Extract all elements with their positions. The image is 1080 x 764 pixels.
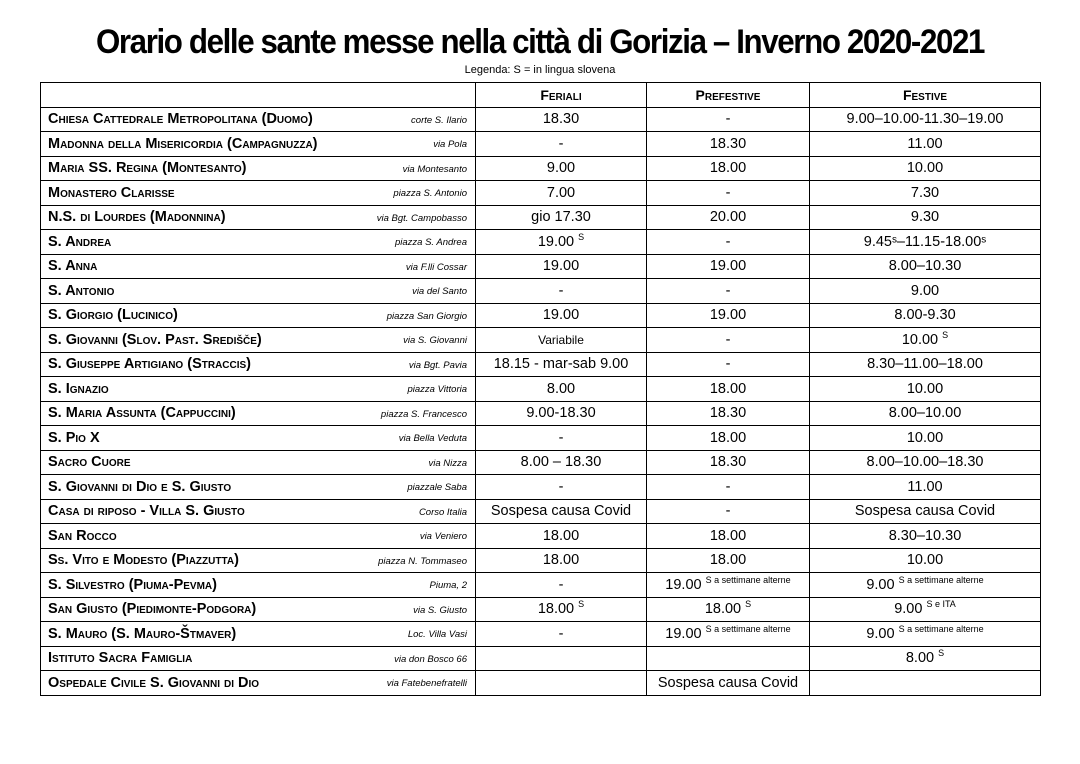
prefestive-cell <box>647 377 810 402</box>
table-row <box>41 279 1041 304</box>
church-address: via Bella Veduta <box>398 433 467 444</box>
prefestive-note: S a settimane alterne <box>705 574 791 585</box>
feriali-cell <box>476 426 647 451</box>
festive-cell <box>810 303 1041 328</box>
feriali-cell <box>476 597 647 622</box>
table-row <box>41 646 1041 671</box>
table-row <box>41 254 1041 279</box>
church-address: piazza N. Tommaseo <box>378 555 467 567</box>
church-address: via S. Giovanni <box>403 335 467 346</box>
church-cell <box>41 573 476 598</box>
church-cell <box>41 303 476 328</box>
church-name: S. Giuseppe Artigiano (Straccis) <box>48 356 252 373</box>
festive-cell <box>810 426 1041 451</box>
church-name: Madonna della Misericordia (Campagnuzza) <box>48 135 318 152</box>
prefestive-time: 18.00 <box>709 429 747 446</box>
prefestive-time: - <box>725 233 731 250</box>
feriali-cell <box>476 181 647 206</box>
prefestive-cell <box>647 450 810 475</box>
prefestive-time: 19.00 <box>709 307 747 324</box>
festive-time: 8.00–10.00–18.30 <box>866 454 984 471</box>
festive-note: S <box>938 648 945 659</box>
feriali-cell <box>476 401 647 426</box>
festive-time: 8.00-9.30 <box>894 307 956 324</box>
festive-note: S a settimane alterne <box>898 623 984 634</box>
church-cell <box>41 254 476 279</box>
festive-cell <box>810 622 1041 647</box>
prefestive-cell <box>647 401 810 426</box>
feriali-cell <box>476 573 647 598</box>
feriali-time: 18.00 <box>537 601 575 618</box>
festive-cell <box>810 548 1041 573</box>
table-row <box>41 352 1041 377</box>
festive-cell <box>810 181 1041 206</box>
festive-cell <box>810 450 1041 475</box>
table-row <box>41 328 1041 353</box>
feriali-time: Variabile <box>538 332 584 347</box>
church-name: Monastero Clarisse <box>48 184 175 201</box>
feriali-cell <box>476 279 647 304</box>
header-row <box>41 83 1041 108</box>
church-name: S. Giovanni (Slov. Past. Središče) <box>48 331 262 348</box>
prefestive-cell <box>647 205 810 230</box>
festive-time: 8.00–10.30 <box>888 258 962 275</box>
prefestive-time: 18.30 <box>709 405 747 422</box>
table-row <box>41 671 1041 696</box>
festive-cell <box>810 646 1041 671</box>
prefestive-cell <box>647 156 810 181</box>
feriali-cell <box>476 328 647 353</box>
festive-time: 9.45ˢ–11.15-18.00ˢ <box>863 233 987 250</box>
church-address: piazzale Saba <box>407 482 467 493</box>
prefestive-cell <box>647 622 810 647</box>
prefestive-time: 18.30 <box>709 135 747 152</box>
church-cell <box>41 499 476 524</box>
church-address: piazza San Giorgio <box>386 310 467 322</box>
church-name: S. Anna <box>48 258 98 275</box>
festive-time: 9.00 <box>866 576 895 593</box>
prefestive-time: - <box>725 331 731 348</box>
header-feriali: Feriali <box>476 83 647 108</box>
table-row <box>41 156 1041 181</box>
church-name: S. Silvestro (Piuma-Pevma) <box>48 576 217 593</box>
church-cell <box>41 328 476 353</box>
prefestive-cell <box>647 475 810 500</box>
table-row <box>41 181 1041 206</box>
prefestive-cell <box>647 107 810 132</box>
church-name: S. Maria Assunta (Cappuccini) <box>48 405 236 422</box>
feriali-time: 18.00 <box>542 552 580 569</box>
church-cell <box>41 377 476 402</box>
church-name: San Rocco <box>48 527 117 544</box>
legend: Legenda: S = in lingua slovena <box>464 64 616 76</box>
festive-time: 9.00 <box>910 282 940 299</box>
festive-cell <box>810 377 1041 402</box>
feriali-time: Sospesa causa Covid <box>490 503 632 520</box>
prefestive-cell <box>647 279 810 304</box>
feriali-time: - <box>558 429 564 446</box>
feriali-cell <box>476 548 647 573</box>
prefestive-time: - <box>725 184 731 201</box>
prefestive-cell <box>647 524 810 549</box>
prefestive-cell <box>647 181 810 206</box>
festive-cell <box>810 352 1041 377</box>
church-address: via Montesanto <box>402 163 467 175</box>
festive-note: S e ITA <box>926 599 956 610</box>
feriali-time: - <box>558 625 564 642</box>
festive-cell <box>810 671 1041 696</box>
festive-time: Sospesa causa Covid <box>854 503 996 520</box>
table-row <box>41 426 1041 451</box>
church-address: via Veniero <box>419 531 467 542</box>
festive-time: 9.30 <box>910 209 940 226</box>
church-address: via Pola <box>433 139 467 150</box>
festive-cell <box>810 401 1041 426</box>
prefestive-time: 18.00 <box>709 380 747 397</box>
feriali-time: 18.00 <box>542 527 580 544</box>
church-cell <box>41 548 476 573</box>
prefestive-cell <box>647 499 810 524</box>
church-address: via don Bosco 66 <box>394 653 467 665</box>
festive-time: 8.30–11.00–18.00 <box>867 356 983 373</box>
festive-time: 9.00–10.00-11.30–19.00 <box>846 111 1004 128</box>
prefestive-time: - <box>725 503 731 520</box>
church-name: Casa di riposo - Villa S. Giusto <box>48 503 245 520</box>
festive-cell <box>810 205 1041 230</box>
table-row <box>41 303 1041 328</box>
church-address: piazza S. Andrea <box>395 237 467 248</box>
church-address: via F.lli Cossar <box>405 261 467 273</box>
prefestive-time: - <box>725 356 731 373</box>
festive-time: 8.30–10.30 <box>888 527 962 544</box>
festive-time: 10.00 <box>906 429 944 446</box>
church-cell <box>41 279 476 304</box>
prefestive-time: 20.00 <box>709 209 747 226</box>
festive-cell <box>810 156 1041 181</box>
festive-cell <box>810 475 1041 500</box>
feriali-cell <box>476 230 647 255</box>
table-row <box>41 230 1041 255</box>
prefestive-cell <box>647 132 810 157</box>
prefestive-cell <box>647 548 810 573</box>
prefestive-cell <box>647 426 810 451</box>
church-name: Sacro Cuore <box>48 454 131 471</box>
church-cell <box>41 646 476 671</box>
table-row <box>41 205 1041 230</box>
prefestive-cell <box>647 352 810 377</box>
festive-note: S <box>942 329 949 340</box>
church-cell <box>41 181 476 206</box>
feriali-cell <box>476 352 647 377</box>
feriali-cell <box>476 671 647 696</box>
feriali-time: - <box>558 135 564 152</box>
festive-cell <box>810 499 1041 524</box>
church-name: Istituto Sacra Famiglia <box>48 650 193 667</box>
church-cell <box>41 671 476 696</box>
church-address: via S. Giusto <box>413 604 467 616</box>
feriali-cell <box>476 450 647 475</box>
feriali-time: 9.00 <box>546 160 576 177</box>
prefestive-time: - <box>725 282 731 299</box>
church-name: S. Mauro (S. Mauro-Štmaver) <box>48 625 237 642</box>
feriali-cell <box>476 156 647 181</box>
table-row <box>41 524 1041 549</box>
festive-time: 8.00 <box>905 650 935 667</box>
table-row <box>41 401 1041 426</box>
prefestive-cell <box>647 328 810 353</box>
feriali-cell <box>476 303 647 328</box>
table-row <box>41 573 1041 598</box>
prefestive-note: S a settimane alterne <box>705 623 791 634</box>
page-title: Orario delle sante messe nella città di Gorizia – Inverno 2020-2021 <box>95 23 985 61</box>
church-cell <box>41 205 476 230</box>
church-cell <box>41 352 476 377</box>
feriali-time: 8.00 – 18.30 <box>520 454 602 471</box>
table-row <box>41 107 1041 132</box>
feriali-time: 9.00-18.30 <box>526 405 596 422</box>
church-address: Loc. Villa Vasi <box>407 629 467 640</box>
festive-time: 9.00 <box>894 601 923 618</box>
feriali-cell <box>476 205 647 230</box>
church-cell <box>41 426 476 451</box>
festive-note: S a settimane alterne <box>898 574 984 585</box>
church-address: via Bgt. Pavia <box>408 359 467 371</box>
table-row <box>41 132 1041 157</box>
prefestive-cell <box>647 597 810 622</box>
festive-time: 8.00–10.00 <box>888 405 962 422</box>
table-row <box>41 377 1041 402</box>
prefestive-cell <box>647 254 810 279</box>
feriali-time: 19.00 <box>542 307 580 324</box>
church-cell <box>41 524 476 549</box>
festive-cell <box>810 230 1041 255</box>
festive-cell <box>810 597 1041 622</box>
church-address: Piuma, 2 <box>429 580 467 591</box>
church-cell <box>41 107 476 132</box>
church-address: via Nizza <box>428 457 467 469</box>
festive-cell <box>810 328 1041 353</box>
feriali-time: 8.00 <box>546 380 576 397</box>
feriali-note: S <box>578 599 585 610</box>
feriali-note: S <box>578 231 585 242</box>
schedule-rows <box>41 107 1041 695</box>
church-cell <box>41 450 476 475</box>
prefestive-time: 19.00 <box>665 625 702 642</box>
festive-cell <box>810 279 1041 304</box>
feriali-cell <box>476 132 647 157</box>
feriali-time: gio 17.30 <box>531 209 591 226</box>
church-cell <box>41 230 476 255</box>
church-name: S. Giovanni di Dio e S. Giusto <box>48 478 232 495</box>
church-address: piazza S. Antonio <box>393 188 467 199</box>
festive-cell <box>810 107 1041 132</box>
church-name: Ss. Vito e Modesto (Piazzutta) <box>48 552 239 569</box>
feriali-cell <box>476 254 647 279</box>
feriali-cell <box>476 646 647 671</box>
church-name: S. Ignazio <box>48 380 109 397</box>
festive-time: 10.00 <box>901 331 939 348</box>
prefestive-time: 18.00 <box>704 601 742 618</box>
church-cell <box>41 156 476 181</box>
prefestive-cell <box>647 671 810 696</box>
prefestive-time: Sospesa causa Covid <box>657 674 799 691</box>
festive-time: 10.00 <box>906 160 944 177</box>
church-address: via del Santo <box>412 286 467 297</box>
festive-time: 11.00 <box>907 135 943 152</box>
prefestive-time: 18.00 <box>709 527 747 544</box>
church-address: via Fatebenefratelli <box>386 678 467 689</box>
church-address: piazza S. Francesco <box>380 408 467 420</box>
table-row <box>41 450 1041 475</box>
festive-time: 7.30 <box>910 184 940 201</box>
church-name: N.S. di Lourdes (Madonnina) <box>48 209 226 226</box>
church-name: Chiesa Cattedrale Metropolitana (Duomo) <box>48 111 313 128</box>
table-row <box>41 499 1041 524</box>
church-address: via Bgt. Campobasso <box>376 212 467 224</box>
table-row <box>41 475 1041 500</box>
church-name: S. Pio X <box>48 429 100 446</box>
feriali-time: 18.30 <box>542 111 580 128</box>
feriali-cell <box>476 622 647 647</box>
festive-cell <box>810 524 1041 549</box>
table-row <box>41 597 1041 622</box>
prefestive-time: 19.00 <box>709 258 747 275</box>
feriali-cell <box>476 475 647 500</box>
feriali-cell <box>476 107 647 132</box>
prefestive-time: 18.00 <box>709 160 747 177</box>
church-name: Ospedale Civile S. Giovanni di Dio <box>48 674 260 691</box>
church-name: S. Giorgio (Lucinico) <box>48 307 178 324</box>
church-address: corte S. Ilario <box>411 114 467 126</box>
header-festive: Festive <box>810 83 1041 108</box>
feriali-cell <box>476 524 647 549</box>
feriali-time: 7.00 <box>546 184 576 201</box>
church-address: piazza Vittoria <box>407 384 467 395</box>
feriali-time: - <box>558 282 564 299</box>
mass-schedule-table <box>40 82 1041 696</box>
feriali-time: - <box>558 478 564 495</box>
church-cell <box>41 597 476 622</box>
prefestive-note: S <box>745 599 752 610</box>
header-prefestive: Prefestive <box>647 83 810 108</box>
prefestive-cell <box>647 573 810 598</box>
feriali-time: 19.00 <box>537 233 575 250</box>
church-name: S. Andrea <box>48 233 112 250</box>
feriali-time: - <box>558 576 564 593</box>
church-name: San Giusto (Piedimonte-Podgora) <box>48 601 257 618</box>
festive-time: 10.00 <box>906 380 944 397</box>
feriali-cell <box>476 377 647 402</box>
church-name: Maria SS. Regina (Montesanto) <box>48 160 247 177</box>
feriali-cell <box>476 499 647 524</box>
prefestive-time: 19.00 <box>665 576 702 593</box>
festive-cell <box>810 254 1041 279</box>
church-address: Corso Italia <box>418 506 467 518</box>
church-cell <box>41 622 476 647</box>
prefestive-cell <box>647 230 810 255</box>
feriali-time: 18.15 - mar-sab 9.00 <box>493 356 629 373</box>
festive-cell <box>810 573 1041 598</box>
festive-time: 9.00 <box>866 625 895 642</box>
festive-time: 10.00 <box>906 552 944 569</box>
header-church <box>41 83 476 108</box>
festive-time: 11.00 <box>907 478 943 495</box>
prefestive-cell <box>647 303 810 328</box>
prefestive-time: - <box>725 111 731 128</box>
prefestive-time: 18.30 <box>709 454 747 471</box>
church-cell <box>41 132 476 157</box>
prefestive-cell <box>647 646 810 671</box>
church-name: S. Antonio <box>48 282 115 299</box>
festive-cell <box>810 132 1041 157</box>
table-row <box>41 622 1041 647</box>
church-cell <box>41 401 476 426</box>
prefestive-time: - <box>725 478 731 495</box>
feriali-time: 19.00 <box>542 258 580 275</box>
church-cell <box>41 475 476 500</box>
prefestive-time: 18.00 <box>709 552 747 569</box>
table-row <box>41 548 1041 573</box>
